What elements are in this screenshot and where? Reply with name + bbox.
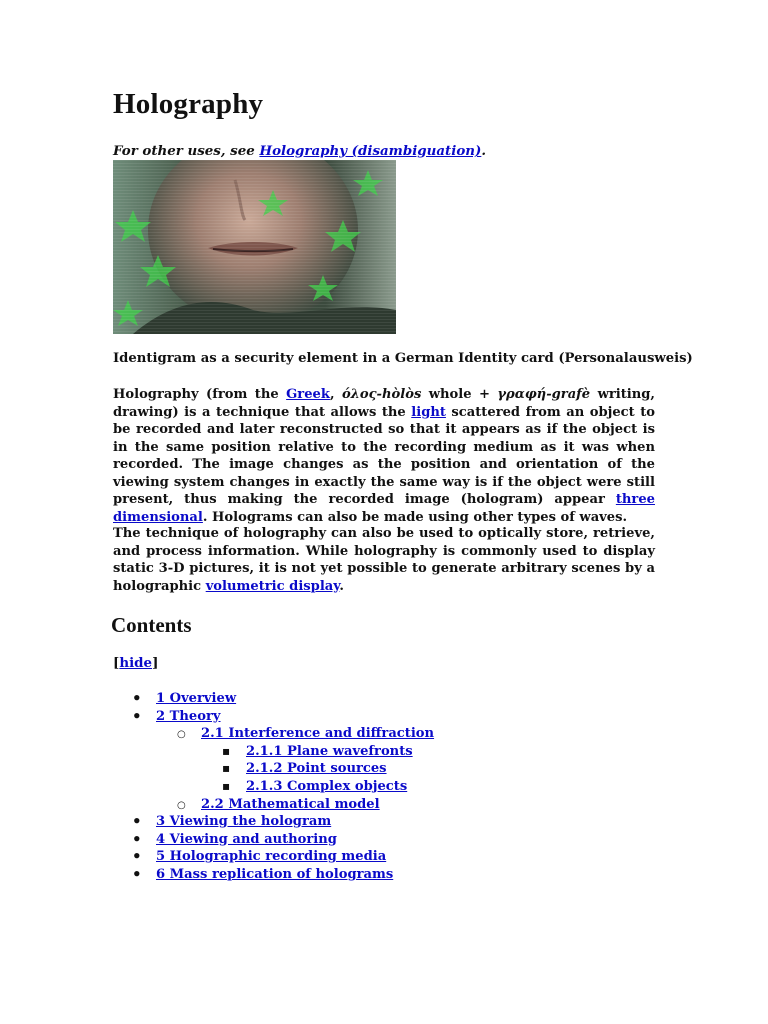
toc-link[interactable]: 3 Viewing the hologram xyxy=(156,814,332,830)
text-segment: . xyxy=(339,578,344,594)
hologram-face-picture xyxy=(113,160,396,334)
toc-bullet xyxy=(132,690,140,708)
toggle-bracket-open: [ xyxy=(113,655,120,671)
toc-bullet xyxy=(132,848,140,866)
toc-item xyxy=(156,848,386,865)
toc-link[interactable]: 2.1.1 Plane wavefronts xyxy=(246,743,413,759)
toc-item xyxy=(201,725,434,742)
text-segment: scattered from an object to be recorded and later reconstructed so that it appears as if the object is in the same position relative to the recording medium as it was when recorded. The image changes as the position and orientation of the viewing system changes in exactly the same way is if the object were still present, thus making the recorded image (hologram) appear xyxy=(113,404,655,507)
toc-link[interactable]: 2 Theory xyxy=(156,708,221,724)
toc-item xyxy=(156,813,331,830)
toc-bullet xyxy=(222,778,230,795)
hatnote-suffix: . xyxy=(481,143,487,159)
toc-bullet xyxy=(222,743,230,760)
toc-item xyxy=(156,831,337,848)
hatnote-prefix: For other uses, see xyxy=(113,143,260,159)
volumetric-display-link[interactable]: volumetric display xyxy=(205,578,340,594)
intro-paragraph-1 xyxy=(113,386,655,526)
text-segment: Holography (from the xyxy=(113,387,287,402)
disambiguation-link[interactable]: Holography (disambiguation) xyxy=(259,143,482,159)
toc-bullet xyxy=(132,831,140,849)
toc-bullet xyxy=(222,760,230,777)
text-segment: whole + xyxy=(421,387,498,402)
hide-toc-link[interactable]: hide xyxy=(119,655,153,671)
intro-paragraph-2 xyxy=(113,525,655,595)
contents-heading: Contents xyxy=(111,613,192,637)
greek-link[interactable]: Greek xyxy=(286,387,330,402)
toc-item xyxy=(156,866,393,883)
toc-link[interactable]: 2.2 Mathematical model xyxy=(201,796,380,812)
toc-link[interactable]: 4 Viewing and authoring xyxy=(156,831,337,847)
hatnote xyxy=(113,143,486,159)
toc-item xyxy=(156,708,221,725)
toc-bullet xyxy=(177,725,185,743)
light-link[interactable]: light xyxy=(411,404,446,420)
toc-toggle xyxy=(113,655,158,671)
greek-word-grafe: γραφή-grafè xyxy=(497,387,591,402)
text-segment: writing, drawing) is a technique that allows the xyxy=(113,387,655,420)
toc-item xyxy=(156,690,236,707)
page-title: Holography xyxy=(113,88,264,120)
toc-link[interactable]: 5 Holographic recording media xyxy=(156,849,387,865)
toc-item xyxy=(246,743,413,760)
toc-item xyxy=(201,796,380,813)
toc-link[interactable]: 2.1 Interference and diffraction xyxy=(201,726,435,742)
toggle-bracket-close: ] xyxy=(152,655,159,671)
toc-item xyxy=(246,760,387,777)
three-dimensional-link[interactable]: three dimensional xyxy=(113,492,655,525)
greek-word-holos: όλος-hòlòs xyxy=(341,387,422,402)
text-segment: The technique of holography can also be used to optically store, retrieve, and process information. While holography is commonly used to display static 3-D pictures, it is not yet possible to generate arbitrary scenes by a holographic xyxy=(113,526,655,594)
toc-link[interactable]: 6 Mass replication of holograms xyxy=(156,867,394,882)
toc-bullet xyxy=(132,813,140,831)
toc-item xyxy=(246,778,407,795)
toc-link[interactable]: 2.1.2 Point sources xyxy=(246,761,387,777)
toc-bullet xyxy=(132,866,140,884)
text-segment: . Holograms can also be made using other types of waves. xyxy=(202,509,628,525)
text-segment: , xyxy=(329,387,342,402)
toc-link[interactable]: 1 Overview xyxy=(156,691,237,706)
toc-bullet xyxy=(177,796,185,814)
toc-bullet xyxy=(132,708,140,726)
identigram-image[interactable] xyxy=(113,160,396,334)
toc-link[interactable]: 2.1.3 Complex objects xyxy=(246,779,408,794)
image-caption: Identigram as a security element in a German Identity card (Personalausweis) xyxy=(113,351,693,366)
